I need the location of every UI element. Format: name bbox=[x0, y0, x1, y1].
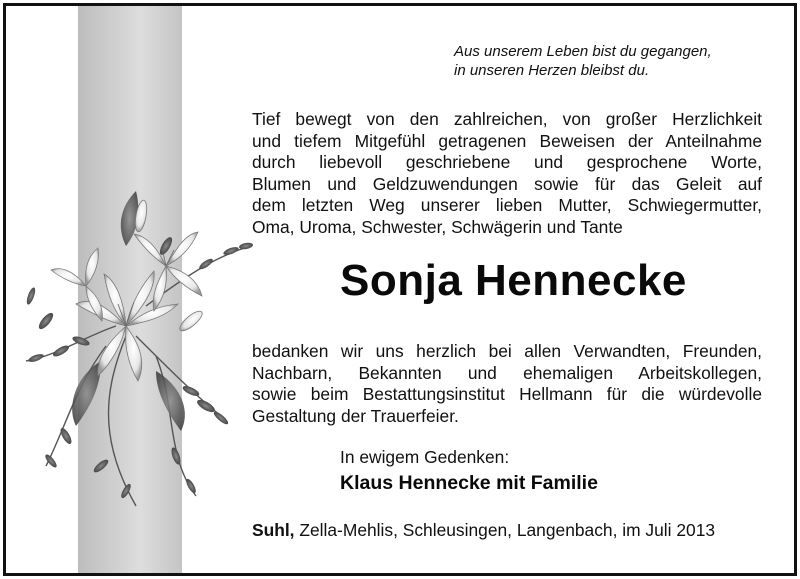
family-signature: Klaus Hennecke mit Familie bbox=[340, 472, 598, 494]
motto-line-1: Aus unserem Leben bist du gegangen, bbox=[454, 43, 712, 60]
text-line: dem letzten Weg unserer lieben Mutter, Schwiegermutter, bbox=[252, 195, 762, 216]
location-date-line bbox=[252, 520, 715, 541]
text-line: und tiefem Mitgefühl getragenen Beweisen der Anteilnahme bbox=[252, 130, 762, 151]
text-line: Tief bewegt von den zahlreichen, von großer Herzlichkeit bbox=[252, 109, 762, 129]
motto-line-2: in unseren Herzen bleibst du. bbox=[454, 62, 650, 79]
deceased-name: Sonja Hennecke bbox=[340, 256, 687, 305]
other-places-date: Zella-Mehlis, Schleusingen, Langenbach, im Juli 2013 bbox=[294, 520, 716, 540]
text-line: durch liebevoll geschriebene und gesprochene Worte, bbox=[252, 152, 762, 173]
thanks-intro-paragraph bbox=[252, 109, 762, 239]
main-place: Suhl, bbox=[252, 520, 295, 540]
motto-quote bbox=[454, 42, 774, 80]
memorial-phrase: In ewigem Gedenken: bbox=[340, 447, 510, 467]
text-line: Blumen und Geldzuwendungen sowie für das Geleit auf bbox=[252, 173, 762, 194]
text-line: Nachbarn, Bekannten und ehemaligen Arbeitskollegen, bbox=[252, 362, 762, 383]
text-line: bedanken wir uns herzlich bei allen Verwandten, Freunden, bbox=[252, 341, 762, 361]
text-line: sowie beim Bestattungsinstitut Hellmann für die würdevolle bbox=[252, 384, 762, 405]
lily-bouquet-icon bbox=[6, 186, 266, 516]
text-line: Oma, Uroma, Schwester, Schwägerin und Tante bbox=[252, 216, 623, 237]
text-line: Gestaltung der Trauerfeier. bbox=[252, 405, 459, 426]
thanks-body-paragraph bbox=[252, 341, 762, 427]
obituary-frame bbox=[3, 3, 797, 576]
